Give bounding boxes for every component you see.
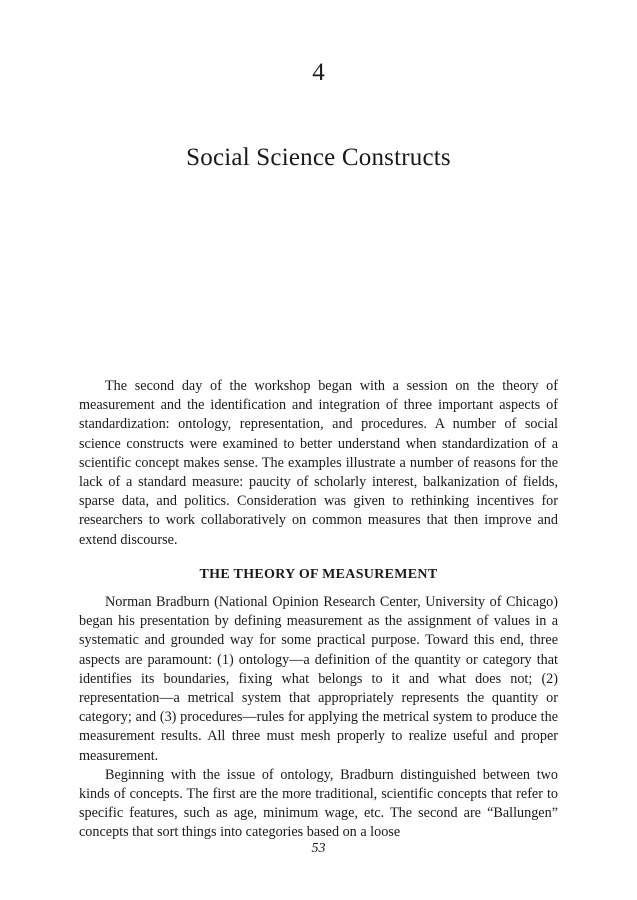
chapter-title: Social Science Constructs bbox=[186, 144, 451, 171]
section-paragraph-1: Norman Bradburn (National Opinion Research Center, University of Chicago) began his presentation by defining measurement as the assignment of values in a systematic and grounded way for some practical purpose. Toward this end, three aspects are paramount: (1) ontology—a definition of the quantity or category that identifies its boundaries, fixing what belongs to it and what does not; (2) representation—a metrical system that appropriately represents the quantity or category; and (3) procedures—rules for applying the metrical system to produce the measurement results. All three must mesh properly to realize useful and proper measurement. bbox=[79, 594, 558, 764]
section-heading: THE THEORY OF MEASUREMENT bbox=[199, 567, 438, 582]
section-paragraph-2: Beginning with the issue of ontology, Bradburn distinguished between two kinds of concepts. The first are the more traditional, scientific concepts that refer to specific features, such as age, minimum wage, etc. The second are “Ballungen” concepts that sort things into categories based on a loose bbox=[79, 766, 558, 841]
intro-text-block bbox=[79, 377, 558, 550]
intro-paragraph: The second day of the workshop began with a session on the theory of measurement and the identification and integration of three important aspects of standardization: ontology, representation, and procedures. A number of social science constructs were examined to better understand when standardization of a scientific concept makes sense. The examples illustrate a number of reasons for the lack of a standard measure: paucity of scholarly interest, balkanization of fields, sparse data, and politics. Consideration was given to rethinking incentives for researchers to work collaboratively on common measures that then improve and extend discourse. bbox=[79, 378, 558, 548]
chapter-number: 4 bbox=[312, 59, 325, 86]
section-text-block bbox=[79, 593, 558, 843]
page-number: 53 bbox=[311, 841, 326, 856]
